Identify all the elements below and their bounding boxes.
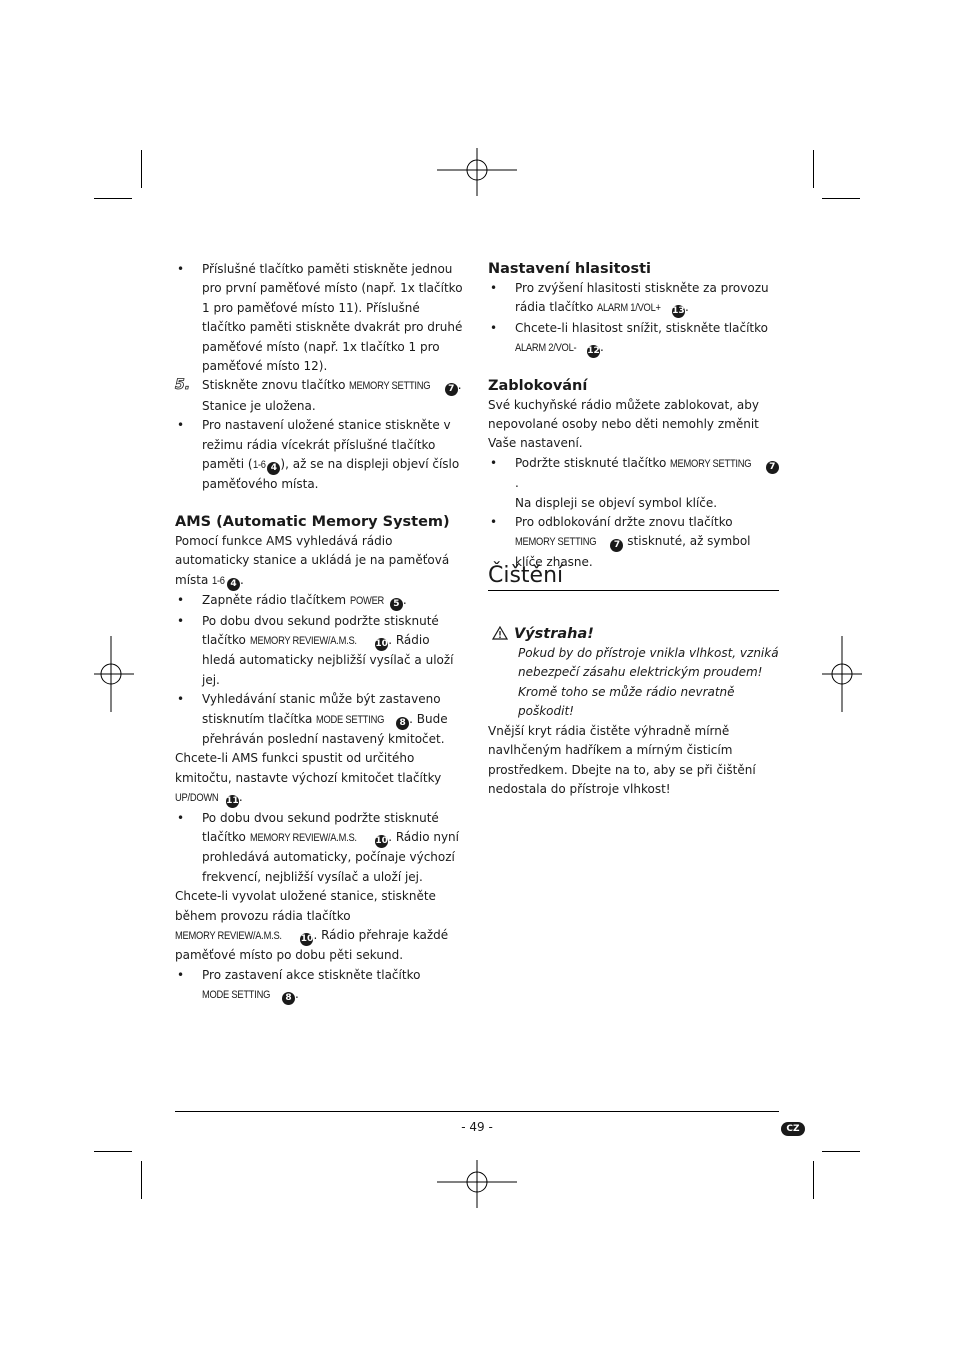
warning-triangle-icon	[492, 626, 508, 640]
callout-number: 11	[226, 796, 239, 807]
paragraph: Pomocí funkce AMS vyhledává rádio automaticky stanice a ukládá je na paměťová místa 1-6 4 .	[175, 532, 465, 591]
callout-number: 7	[610, 539, 623, 552]
button-name: MEMORY SETTING	[670, 457, 752, 470]
footer-rule	[175, 1111, 779, 1112]
callout-number: 10	[300, 934, 314, 944]
list-item	[175, 416, 465, 495]
bullet: •	[177, 613, 185, 628]
bullet-text: Pro nastavení uložené stanice stiskněte v režimu rádia vícekrát příslušné tlačítko paměti (	[202, 418, 451, 472]
bullet-text: . Rádio nyní prohledává automaticky, počínaje výchozí frekvencí, nejbližší vysílač a uloží jej.	[202, 829, 459, 884]
registration-mark-icon	[437, 1160, 517, 1208]
warning-text: Pokud by do přístroje vnikla vlhkost, vzniká nebezpečí zásahu elektrickým proudem! Kromě toho se může rádio nevratně poškodit!	[518, 646, 779, 719]
list-item: • Zapněte rádio tlačítkem POWER 5 .	[175, 591, 465, 611]
button-name: UP/DOWN	[175, 792, 219, 805]
bullet: •	[490, 455, 498, 470]
button-name: POWER	[349, 595, 384, 608]
page-number: - 49 -	[461, 1120, 493, 1134]
bullet-text: Pro odblokování držte znovu tlačítko	[515, 515, 733, 530]
bullet: •	[177, 262, 185, 276]
bullet: •	[177, 692, 185, 707]
crop-mark	[822, 198, 860, 199]
section-heading: Zablokování	[488, 377, 588, 394]
callout-number: 4	[267, 462, 280, 475]
bullet: •	[177, 418, 185, 433]
list-item	[175, 260, 465, 376]
warning-box	[492, 624, 782, 722]
list-item	[175, 809, 465, 888]
paragraph: Vnější kryt rádia čistěte výhradně mírně navlhčeným hadříkem a mírným čisticím prostředkem. Dbejte na to, aby se při čištění nedostala do přístroje vlhkost!	[488, 724, 756, 797]
warning-title: Výstraha!	[514, 626, 594, 642]
bullet-text: Pro zastavení akce stiskněte tlačítko	[202, 967, 421, 982]
paragraph: Chcete-li vyvolat uložené stanice, stiskněte během provozu rádia tlačítko MEMORY REVIEW/A.M.S. 10. Rádio přehraje každé paměťové místo po dobu pěti sekund.	[175, 889, 449, 963]
section-heading: AMS (Automatic Memory System)	[175, 513, 450, 530]
paragraph-text: Rádio přehraje každé paměťové místo po dobu pěti sekund.	[175, 928, 449, 963]
button-name: MEMORY REVIEW/A.M.S.	[249, 831, 357, 844]
section-heading: Nastavení hlasitosti	[488, 261, 651, 277]
callout-number: 13	[672, 306, 685, 317]
paragraph: Své kuchyňské rádio můžete zablokovat, aby nepovolané osoby nebo děti nemohly změnit Vaše nastavení.	[488, 397, 759, 451]
button-name: MEMORY REVIEW/A.M.S.	[175, 930, 282, 942]
list-item	[175, 690, 465, 749]
crop-mark	[141, 150, 142, 188]
button-name: MEMORY SETTING	[515, 536, 597, 549]
step-text: Stanice je uložena.	[202, 398, 316, 413]
heading-rule	[488, 590, 779, 591]
bullet-text: Pro zvýšení hlasitosti stiskněte za provozu rádia tlačítko	[515, 281, 769, 315]
callout-number: 12	[587, 346, 600, 357]
callout-number: 10	[375, 835, 388, 846]
bullet: •	[177, 810, 185, 825]
button-name: ALARM 1/VOL+	[597, 302, 661, 315]
paragraph-text: Chcete-li vyvolat uložené stanice, stiskněte během provozu rádia tlačítko	[175, 889, 436, 923]
bullet-text: . Rádio hledá automaticky nejbližší vysílač a uloží jej.	[202, 632, 454, 687]
button-name: MEMORY REVIEW/A.M.S.	[249, 634, 357, 647]
bullet-text: Chcete-li hlasitost snížit, stiskněte tlačítko	[515, 320, 768, 335]
button-name: ALARM 2/VOL-	[515, 342, 577, 355]
callout-number: 8	[282, 992, 295, 1005]
button-name: MODE SETTING	[202, 989, 271, 1002]
button-name: 1-6	[252, 459, 266, 472]
callout-number: 10	[375, 638, 388, 649]
registration-mark-icon	[94, 636, 134, 712]
bullet-text: Příslušné tlačítko paměti stiskněte jednou pro první paměťové místo (např. 1x tlačítko 1 pro paměťové místo 11). Příslušné tlačítko paměti stiskněte dvakrát pro druhé paměťové místo (např. 1x tlačítko 1 pro paměťové místo 12).	[202, 262, 463, 374]
bullet: •	[177, 967, 185, 982]
left-column	[175, 260, 465, 1006]
bullet-text: ), až se na displeji objeví číslo paměťového místa.	[202, 457, 460, 492]
callout-number: 5	[390, 598, 403, 611]
bullet-text: Zapněte rádio tlačítkem	[202, 593, 347, 608]
bullet-text: Podržte stisknuté tlačítko	[515, 455, 667, 470]
callout-number: 4	[227, 578, 240, 591]
list-item	[175, 612, 465, 691]
registration-mark-icon	[822, 636, 862, 712]
registration-mark-icon	[437, 148, 517, 196]
list-item: • Pro zastavení akce stiskněte tlačítko MODE SETTING 8 .	[175, 966, 465, 1006]
paragraph-text: Pomocí funkce AMS vyhledává rádio automaticky stanice a ukládá je na paměťová místa	[175, 533, 450, 587]
paragraph: Chcete-li AMS funkci spustit od určitého kmitočtu, nastavte výchozí kmitočet tlačítky UP/DOWN 11.	[175, 749, 465, 808]
crop-mark	[94, 1151, 132, 1152]
list-item: • Pro zvýšení hlasitosti stiskněte za provozu rádia tlačítko ALARM 1/VOL+ 13.	[488, 279, 780, 319]
step-number: 5.	[175, 377, 191, 394]
warning-heading	[492, 624, 782, 644]
callout-number: 7	[445, 383, 458, 396]
bullet-text: Po dobu dvou sekund podržte stisknuté tlačítko	[202, 613, 439, 647]
right-column	[488, 260, 780, 572]
button-name: MODE SETTING	[316, 713, 385, 726]
language-badge: CZ	[781, 1122, 805, 1136]
bullet-text: Vyhledávání stanic může být zastaveno stisknutím tlačítka	[202, 692, 441, 726]
bullet: •	[177, 593, 185, 608]
crop-mark	[141, 1161, 142, 1199]
list-item: • Podržte stisknuté tlačítko MEMORY SETTING 7. Na displeji se objeví symbol klíče.	[488, 454, 780, 513]
crop-mark	[813, 150, 814, 188]
bullet: •	[490, 320, 498, 335]
section-title: Čištění	[488, 563, 564, 588]
bullet-text: Na displeji se objeví symbol klíče.	[515, 495, 718, 510]
bullet-text: . Bude přehráván poslední nastavený kmitočet.	[202, 711, 448, 746]
crop-mark	[813, 1161, 814, 1199]
button-name: MEMORY SETTING	[349, 380, 431, 393]
bullet-text: Po dobu dvou sekund podržte stisknuté tlačítko	[202, 810, 439, 844]
step-text: Stiskněte znovu tlačítko	[202, 378, 346, 393]
callout-number: 8	[396, 717, 409, 730]
crop-mark	[822, 1151, 860, 1152]
list-item: • Chcete-li hlasitost snížit, stiskněte tlačítko ALARM 2/VOL- 12.	[488, 319, 780, 359]
bullet: •	[490, 515, 498, 530]
bullet: •	[490, 281, 498, 295]
list-item: 5. Stiskněte znovu tlačítko MEMORY SETTING 7 . Stanice je uložena.	[175, 377, 462, 413]
button-name: 1-6	[212, 574, 225, 587]
crop-mark	[94, 198, 132, 199]
paragraph-text: Chcete-li AMS funkci spustit od určitého kmitočtu, nastavte výchozí kmitočet tlačítky	[175, 751, 442, 785]
bullet-text: stisknuté, až symbol klíče zhasne.	[515, 534, 751, 569]
callout-number: 7	[766, 461, 779, 474]
